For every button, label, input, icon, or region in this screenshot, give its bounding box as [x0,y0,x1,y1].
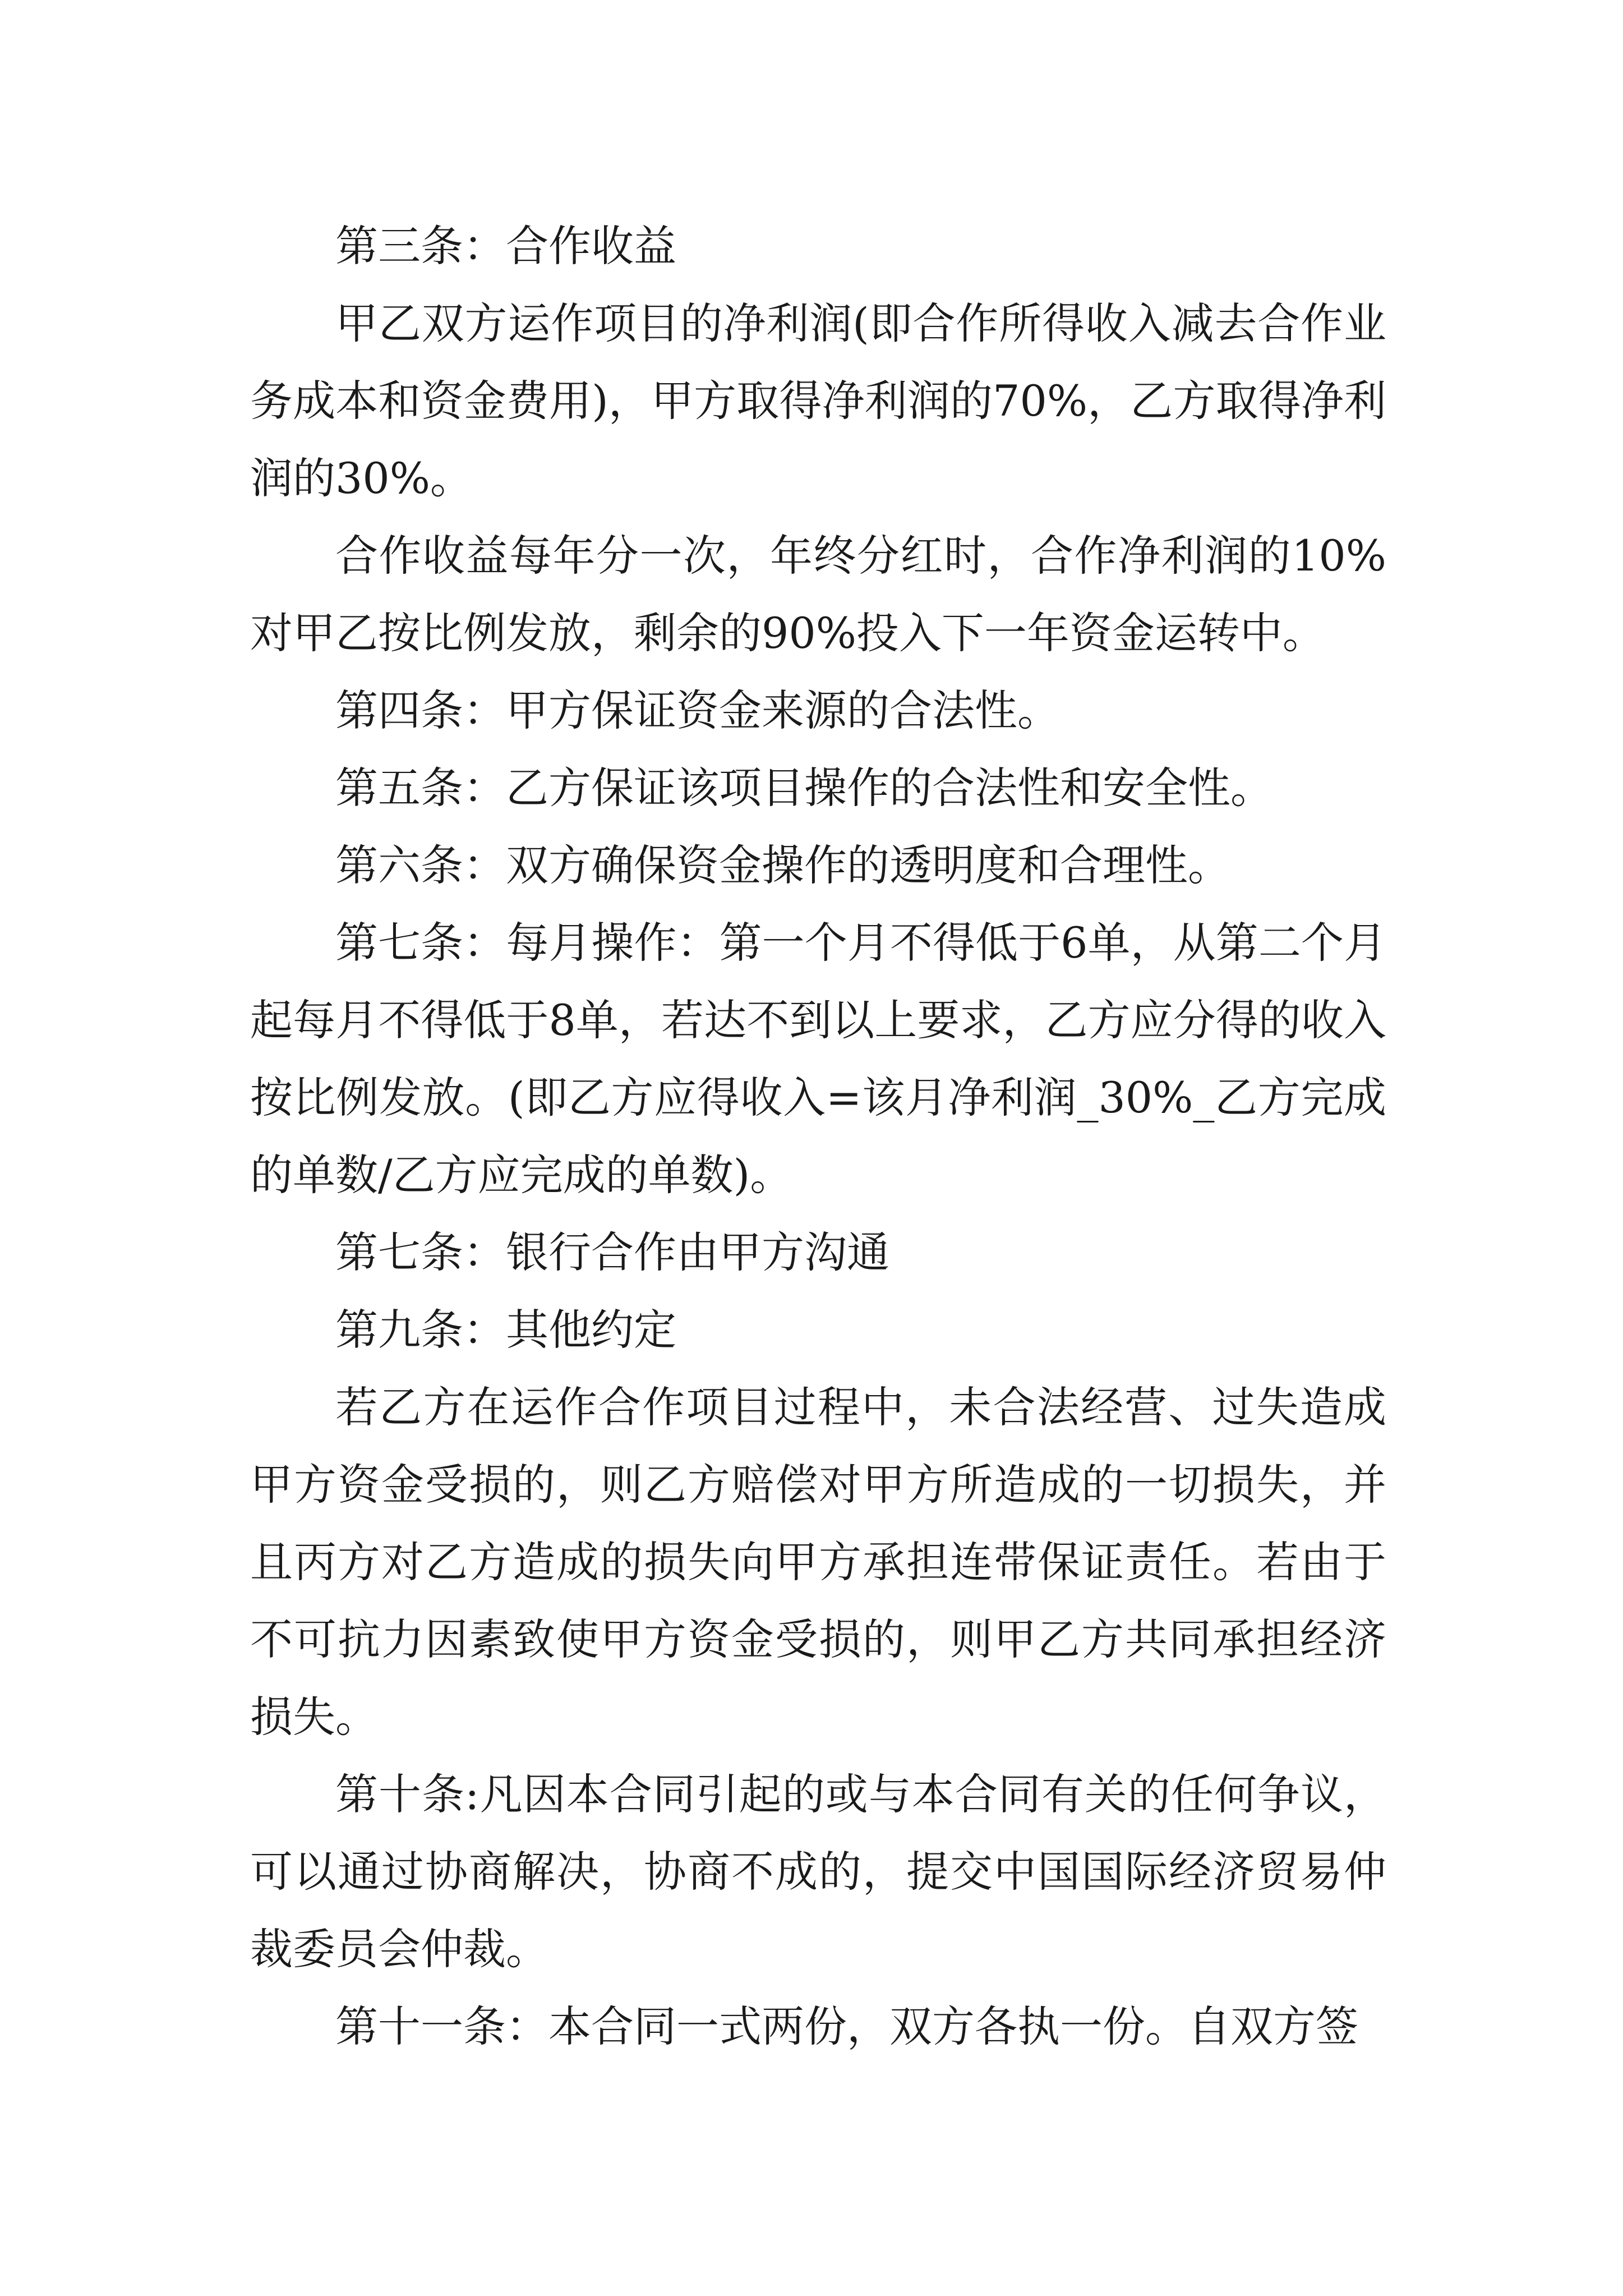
paragraph-article-3-title: 第三条：合作收益 [335,221,676,271]
paragraph-liability: 若乙方在运作合作项目过程中，未合法经营、过失造成甲方资金受损的，则乙方赔偿对甲方所造成的一切损失，并且丙方对乙方造成的损失向甲方承担连带保证责任。若由于不可抗力因素致使甲方资金受损的，则甲乙方共同承担经济损失。 [250,1382,1386,1742]
paragraph-profit-split: 甲乙双方运作项目的净利润(即合作所得收入减去合作业务成本和资金费用)，甲方取得净利润的70%，乙方取得净利润的30%。 [250,298,1386,503]
paragraph-article-7-bank: 第七条：银行合作由甲方沟通 [335,1227,889,1277]
paragraph-article-7-monthly: 第七条：每月操作：第一个月不得低于6单，从第二个月起每月不得低于8单，若达不到以上要求，乙方应分得的收入按比例发放。(即乙方应得收入=该月净利润_30%_乙方完成的单数/乙方应完成的单数)。 [250,918,1386,1200]
paragraph-article-5: 第五条：乙方保证该项目操作的合法性和安全性。 [335,763,1273,813]
paragraph-article-11: 第十一条：本合同一式两份，双方各执一份。自双方签 [335,2001,1358,2051]
paragraph-article-10: 第十条:凡因本合同引起的或与本合同有关的任何争议，可以通过协商解决，协商不成的，提交中国国际经济贸易仲裁委员会仲裁。 [250,1769,1386,1974]
paragraph-article-4: 第四条：甲方保证资金来源的合法性。 [335,685,1060,735]
paragraph-dividend: 合作收益每年分一次，年终分红时，合作净利润的10%对甲乙按比例发放，剩余的90%投入下一年资金运转中。 [250,531,1386,658]
paragraph-article-9-title: 第九条：其他约定 [335,1305,676,1355]
paragraph-article-6: 第六条：双方确保资金操作的透明度和合理性。 [335,840,1230,890]
document-body [250,208,1386,2065]
